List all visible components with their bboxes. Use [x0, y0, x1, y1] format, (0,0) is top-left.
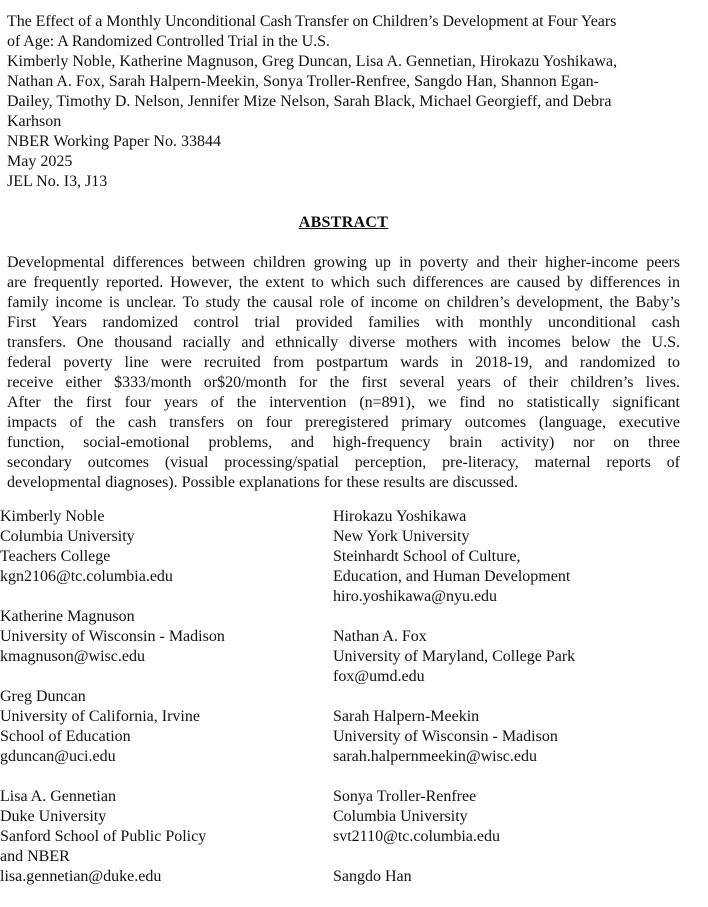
author-name: Kimberly Noble [0, 508, 105, 525]
author-block-halpern-meekin [333, 707, 666, 767]
abstract-line: Developmental differences between children growing up in poverty and their higher-income peers [7, 254, 680, 271]
author-email: lisa.gennetian@duke.edu [0, 868, 162, 885]
abstract-line: impacts of the cash transfers on four preregistered primary outcomes (language, executive [7, 414, 680, 431]
abstract-line: secondary outcomes (visual processing/spatial perception, pre-literacy, maternal reports of [7, 454, 680, 471]
author-affiliation: Teachers College [0, 548, 111, 565]
paper-page [7, 12, 680, 493]
author-list-line-3: Dailey, Timothy D. Nelson, Jennifer Mize Nelson, Sarah Black, Michael Georgieff, and Debra [7, 93, 612, 110]
author-list-line-4: Karhson [7, 113, 62, 130]
author-name: Nathan A. Fox [333, 628, 427, 645]
abstract-line: receive either $333/month or$20/month for the first several years of their children’s lives. [7, 374, 680, 391]
author-list-line-1: Kimberly Noble, Katherine Magnuson, Greg Duncan, Lisa A. Gennetian, Hirokazu Yoshikawa, [7, 53, 618, 70]
author-affiliation: Education, and Human Development [333, 568, 571, 585]
author-name: Greg Duncan [0, 688, 86, 705]
author-name: Katherine Magnuson [0, 608, 135, 625]
author-name: Hirokazu Yoshikawa [333, 508, 467, 525]
author-list-line-2: Nathan A. Fox, Sarah Halpern-Meekin, Sonya Troller-Renfree, Sangdo Han, Shannon Egan- [7, 73, 600, 90]
author-column-right [333, 507, 666, 907]
author-column-left [0, 507, 333, 907]
paper-header [7, 12, 680, 192]
abstract-heading: ABSTRACT [298, 214, 389, 231]
author-block-troller-renfree [333, 787, 666, 847]
paper-title-line-2: of Age: A Randomized Controlled Trial in the U.S. [7, 33, 330, 50]
abstract-line: After the first four years of the intervention (n=891), we find no statistically significant [7, 394, 680, 411]
author-name: Sangdo Han [333, 868, 412, 885]
author-block-han [333, 867, 666, 887]
author-name: Lisa A. Gennetian [0, 788, 116, 805]
author-block-gennetian [0, 787, 333, 887]
author-affiliation: Columbia University [333, 808, 468, 825]
author-name: Sarah Halpern-Meekin [333, 708, 480, 725]
author-email: kgn2106@tc.columbia.edu [0, 568, 173, 585]
author-affiliation: New York University [333, 528, 470, 545]
author-email: gduncan@uci.edu [0, 748, 116, 765]
author-affiliation: Steinhardt School of Culture, [333, 548, 521, 565]
author-affiliation: Columbia University [0, 528, 135, 545]
author-affiliation: University of Wisconsin - Madison [0, 628, 225, 645]
publication-date: May 2025 [7, 153, 73, 170]
author-email: hiro.yoshikawa@nyu.edu [333, 588, 498, 605]
author-affiliation: University of California, Irvine [0, 708, 200, 725]
working-paper-number: NBER Working Paper No. 33844 [7, 133, 221, 150]
author-email: sarah.halpernmeekin@wisc.edu [333, 748, 537, 765]
author-affiliation: University of Wisconsin - Madison [333, 728, 558, 745]
author-email: fox@umd.edu [333, 668, 425, 685]
author-affiliation: University of Maryland, College Park [333, 648, 576, 665]
author-block-noble [0, 507, 333, 587]
author-affiliation: School of Education [0, 728, 131, 745]
jel-codes: JEL No. I3, J13 [7, 173, 108, 190]
author-affiliation: and NBER [0, 848, 70, 865]
abstract-line: family income is unclear. To study the causal role of income on children’s development, the Baby’s [7, 294, 680, 311]
paper-title-line-1: The Effect of a Monthly Unconditional Cash Transfer on Children’s Development at Four Years [7, 13, 617, 30]
abstract-line: function, social-emotional problems, and high-frequency brain activity) nor on three [7, 434, 680, 451]
author-block-yoshikawa [333, 507, 666, 607]
author-block-fox [333, 627, 666, 687]
author-affiliation: Sanford School of Public Policy [0, 828, 207, 845]
author-name: Sonya Troller-Renfree [333, 788, 477, 805]
abstract-line: First Years randomized control trial provided families with monthly unconditional cash [7, 314, 680, 331]
author-block-magnuson [0, 607, 333, 667]
abstract-body [7, 253, 680, 493]
author-email: svt2110@tc.columbia.edu [333, 828, 500, 845]
author-email: kmagnuson@wisc.edu [0, 648, 145, 665]
author-affiliation: Duke University [0, 808, 107, 825]
abstract-line: federal poverty line were recruited from postpartum wards in 2018-19, and randomized to [7, 354, 680, 371]
abstract-line: developmental diagnoses). Possible explanations for these results are discussed. [7, 474, 518, 491]
abstract-line: transfers. One thousand racially and ethnically diverse mothers with incomes below the U.S. [7, 334, 680, 351]
author-block-duncan [0, 687, 333, 767]
abstract-line: are frequently reported. However, the extent to which such differences are caused by differences in [7, 274, 680, 291]
